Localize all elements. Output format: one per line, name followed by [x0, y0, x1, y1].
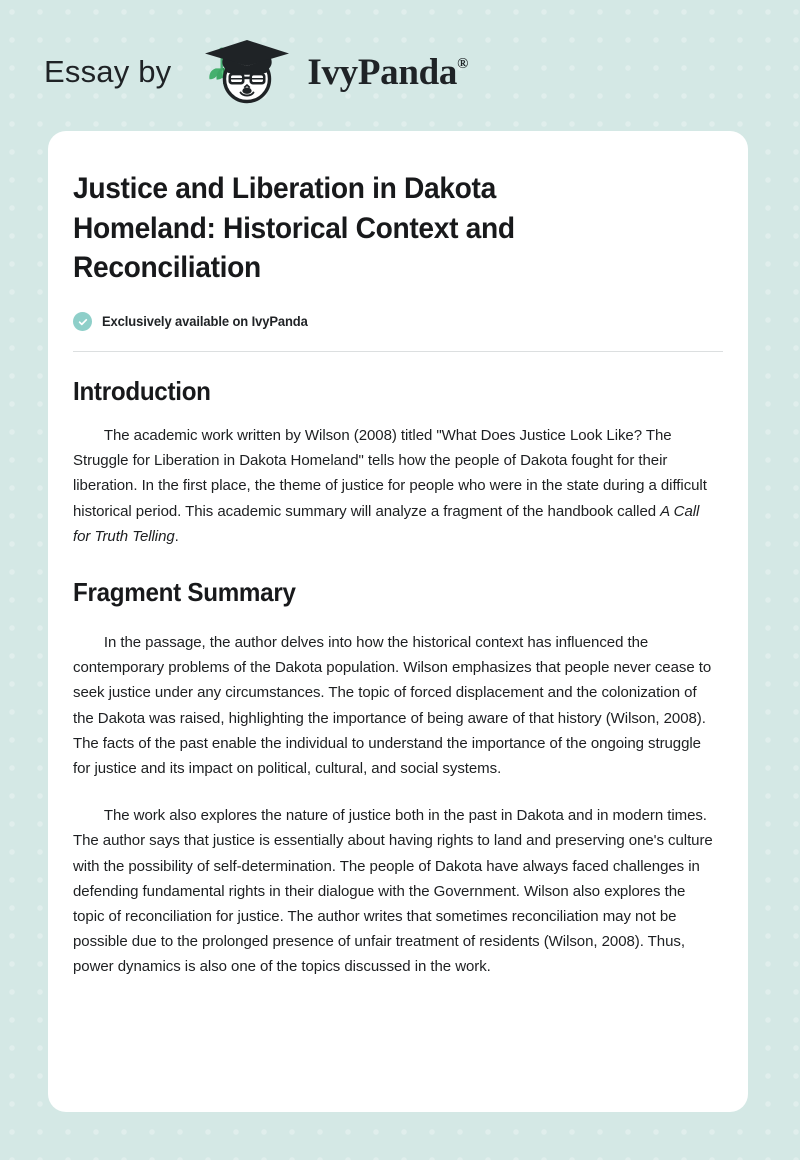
- paragraph-fragment-summary-1: [73, 630, 720, 781]
- brand-name-text: IvyPanda: [307, 51, 458, 93]
- essay-by-label: Essay by: [44, 53, 172, 89]
- title-divider: [73, 351, 723, 352]
- paragraph-text: The academic work written by Wilson (2008) titled "What Does Justice Look Like? The Struggle for Liberation in Dakota Homeland" tells how the people of Dakota fought for their liberation. In the first place, the theme of justice for people who were in the state during a difficult historical period. This academic summary will analyze a fragment of the handbook called: [73, 427, 707, 520]
- site-brand-header: [44, 36, 468, 106]
- ivypanda-logo[interactable]: [193, 35, 468, 107]
- registered-trademark-symbol: ®: [457, 56, 469, 73]
- paragraph-text: The work also explores the nature of justice both in the past in Dakota and in modern times. The author says that justice is essentially about having rights to land and preserving one's culture with the possibility of self-determination. The people of Dakota have always faced challenges in defending fundamental rights in their dialogue with the Government. Wilson also explores the topic of reconciliation for justice. The author writes that sometimes reconciliation may not be possible due to the prolonged presence of unfair treatment of residents (Wilson, 2008). Thus, power dynamics is also one of the topics discussed in the work.: [73, 807, 713, 976]
- check-circle-icon: [73, 312, 92, 331]
- brand-wordmark: [307, 51, 469, 93]
- paragraph-fragment-summary-2: [73, 803, 720, 979]
- essay-card: [48, 131, 748, 1112]
- section-heading-fragment-summary: Fragment Summary: [73, 577, 296, 608]
- paragraph-introduction-1: [73, 423, 720, 549]
- exclusive-availability-badge: [73, 312, 723, 331]
- paragraph-text-tail: .: [174, 527, 179, 545]
- section-heading-introduction: Introduction: [73, 376, 211, 407]
- work-title-italic: A Call for Truth Telling: [73, 502, 700, 545]
- panda-graduate-icon: [193, 35, 301, 107]
- page-title: Justice and Liberation in Dakota Homeland: Historical Context and Reconciliation: [73, 172, 515, 285]
- paragraph-text: In the passage, the author delves into how the historical context has influenced the contemporary problems of the Dakota population. Wilson emphasizes that people never cease to seek justice under any circumstances. The topic of forced displacement and the colonization of the Dakota was raised, highlighting the importance of being aware of that history (Wilson, 2008). The facts of the past enable the individual to understand the importance of the ongoing struggle for justice and its impact on political, cultural, and social systems.: [73, 634, 712, 778]
- exclusive-badge-label: Exclusively available on IvyPanda: [102, 314, 308, 330]
